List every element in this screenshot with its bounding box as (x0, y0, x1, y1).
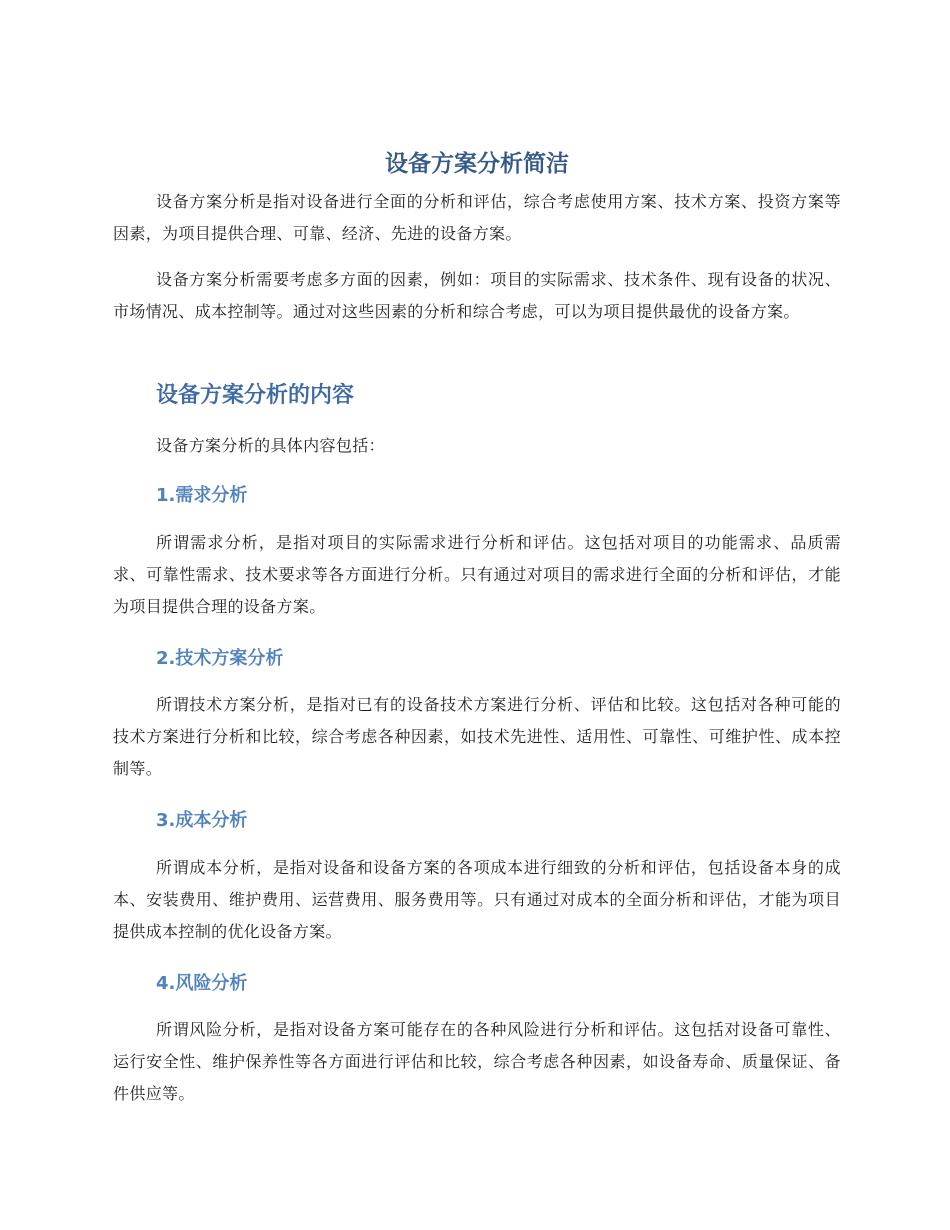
subsection-body-1: 所谓需求分析，是指对项目的实际需求进行分析和评估。这包括对项目的功能需求、品质需求、可靠性需求、技术要求等各方面进行分析。只有通过对项目的需求进行全面的分析和评估，才能为项目提供合理的设备方案。 (113, 533, 841, 616)
subsection-heading-4: 4.风险分析 (156, 973, 248, 994)
subsection-body-2: 所谓技术方案分析，是指对已有的设备技术方案进行分析、评估和比较。这包括对各种可能的技术方案进行分析和比较，综合考虑各种因素，如技术先进性、适用性、可靠性、可维护性、成本控制等。 (113, 695, 841, 778)
subsection-heading-2: 2.技术方案分析 (156, 648, 284, 669)
intro-paragraph-2: 设备方案分析需要考虑多方面的因素，例如：项目的实际需求、技术条件、现有设备的状况、市场情况、成本控制等。通过对这些因素的分析和综合考虑，可以为项目提供最优的设备方案。 (113, 270, 841, 321)
section-lead: 设备方案分析的具体内容包括： (156, 436, 385, 455)
document-title: 设备方案分析简洁 (385, 151, 569, 177)
subsection-body-4: 所谓风险分析，是指对设备方案可能存在的各种风险进行分析和评估。这包括对设备可靠性、运行安全性、维护保养性等各方面进行评估和比较，综合考虑各种因素，如设备寿命、质量保证、备件供应等。 (113, 1020, 841, 1103)
subsection-heading-3: 3.成本分析 (156, 810, 248, 831)
subsection-heading-1: 1.需求分析 (156, 485, 248, 506)
subsection-body-3: 所谓成本分析，是指对设备和设备方案的各项成本进行细致的分析和评估，包括设备本身的成本、安装费用、维护费用、运营费用、服务费用等。只有通过对成本的全面分析和评估，才能为项目提供成本控制的优化设备方案。 (113, 858, 841, 941)
intro-paragraph-1: 设备方案分析是指对设备进行全面的分析和评估，综合考虑使用方案、技术方案、投资方案等因素，为项目提供合理、可靠、经济、先进的设备方案。 (113, 192, 841, 243)
section-heading: 设备方案分析的内容 (156, 383, 355, 408)
